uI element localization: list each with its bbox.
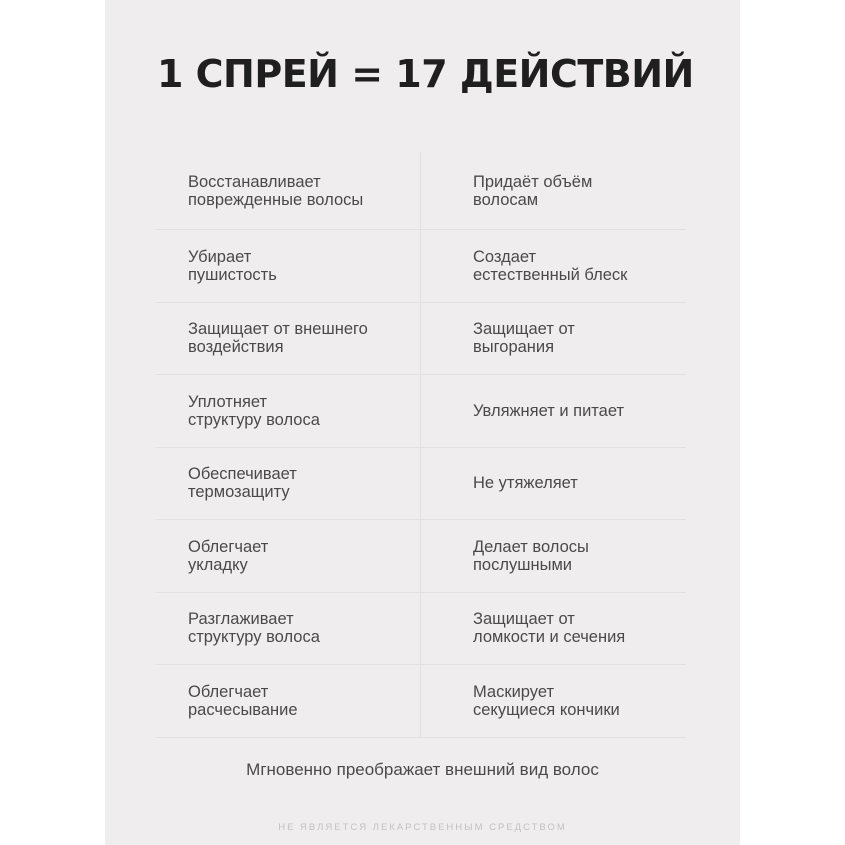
benefits-table: [156, 152, 686, 738]
benefit-item: Разглаживает структуру волоса: [156, 593, 421, 665]
benefit-item: Облегчает укладку: [156, 520, 421, 592]
benefit-item: Не утяжеляет: [473, 474, 578, 493]
benefit-item: Защищает от ломкости и сечения: [473, 610, 626, 647]
table-row: [156, 593, 686, 666]
benefit-item: Восстанавливает поврежденные волосы: [156, 152, 421, 229]
benefit-item: Облегчает расчесывание: [156, 665, 421, 737]
benefit-item: Обеспечивает термозащиту: [156, 448, 421, 520]
table-row: [156, 375, 686, 448]
benefit-item: Защищает от внешнего воздействия: [156, 303, 421, 375]
benefit-item: Уплотняет структуру волоса: [156, 375, 421, 447]
table-row: [156, 520, 686, 593]
benefit-item: Убирает пушистость: [156, 230, 421, 302]
benefit-item: Создает естественный блеск: [473, 247, 628, 284]
benefit-item: Увляжняет и питает: [473, 401, 625, 420]
disclaimer-text: НЕ ЯВЛЯЕТСЯ ЛЕКАРСТВЕННЫМ СРЕДСТВОМ: [278, 822, 567, 833]
table-row: [156, 152, 686, 230]
table-row: [156, 665, 686, 738]
table-row: [156, 230, 686, 303]
table-row: [156, 448, 686, 521]
benefit-item: Маскирует секущиеся кончики: [473, 682, 620, 719]
summary-text: Мгновенно преображает внешний вид волос: [246, 760, 599, 779]
benefit-item: Придаёт объём волосам: [473, 172, 593, 209]
benefit-item: Защищает от выгорания: [473, 320, 575, 357]
table-row: [156, 303, 686, 376]
benefit-item: Делает волосы послушными: [473, 537, 589, 574]
page-title: 1 СПРЕЙ = 17 ДЕЙСТВИЙ: [157, 52, 694, 96]
product-card: [105, 0, 740, 845]
